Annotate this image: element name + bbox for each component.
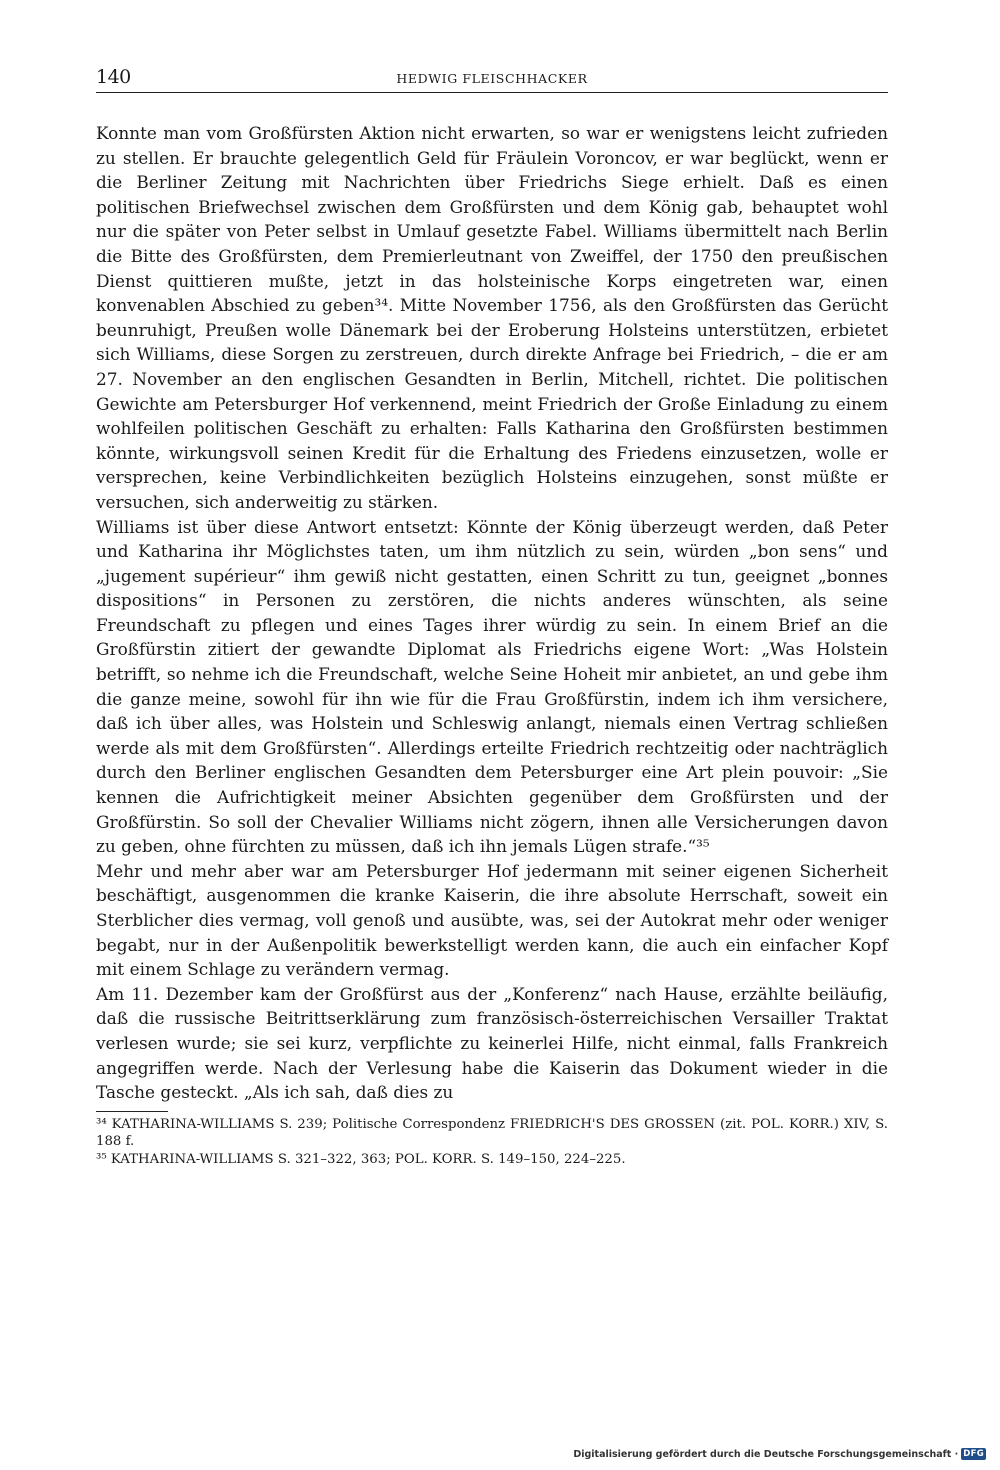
- paragraph: Am 11. Dezember kam der Großfürst aus der „Konferenz“ nach Hause, erzählte beiläufig, daß die russische Beitrittserklärung zum französisch-österreichischen Versailler Traktat verlesen wurde; sie sei kurz, verpflichte zu keinerlei Hilfe, nicht einmal, falls Frankreich angegriffen werde. Nach der Verlesung habe die Kaiserin das Dokument wieder in die Tasche gesteckt. „Als ich sah, daß dies zu: [96, 983, 888, 1103]
- page-number: 140: [96, 66, 131, 88]
- footnote: ³⁴ KATHARINA-WILLIAMS S. 239; Politische Correspondenz FRIEDRICH'S DES GROSSEN (zit. POL. KORR.) XIV, S. 188 f.: [96, 1116, 888, 1150]
- main-text: [96, 121, 888, 1105]
- footnote: ³⁵ KATHARINA-WILLIAMS S. 321–322, 363; POL. KORR. S. 149–150, 224–225.: [96, 1151, 626, 1167]
- paragraph: Mehr und mehr aber war am Petersburger Hof jedermann mit seiner eigenen Sicherheit beschäftigt, ausgenommen die kranke Kaiserin, die ihre absolute Herrschaft, soweit ein Sterblicher dies vermag, voll genoß und ausübte, was, sei der Autokrat mehr oder weniger begabt, nur in der Außenpolitik bewerkstelligt werden kann, die auch ein einfacher Kopf mit einem Schlage zu verändern vermag.: [96, 860, 888, 980]
- dfg-logo-icon: DFG: [963, 1449, 984, 1459]
- digitization-footer: [573, 1448, 986, 1460]
- page-header: [96, 62, 888, 93]
- paragraph: Konnte man vom Großfürsten Aktion nicht erwarten, so war er wenigstens leicht zufrieden zu stellen. Er brauchte gelegentlich Geld für Fräulein Voroncov, er war beglückt, wenn er die Berliner Zeitung mit Nachrichten über Friedrichs Siege erhielt. Daß es einen politischen Briefwechsel zwischen dem Großfürsten und dem König gab, behauptet wohl nur die später von Peter selbst in Umlauf gesetzte Fabel. Williams übermittelt nach Berlin die Bitte des Großfürsten, dem Premierleutnant von Zweiffel, der 1750 den preußischen Dienst quittieren mußte, jetzt in das holsteinische Korps eingetreten war, einen konvenablen Abschied zu geben³⁴. Mitte November 1756, als den Großfürsten das Gerücht beunruhigt, Preußen wolle Dänemark bei der Eroberung Holsteins unterstützen, erbietet sich Williams, diese Sorgen zu zerstreuen, durch direkte Anfrage bei Friedrich, – die er am 27. November an den englischen Gesandten in Berlin, Mitchell, richtet. Die politischen Gewichte am Petersburger Hof verkennend, meint Friedrich der Große Einladung zu einem wohlfeilen politischen Geschäft zu erhalten: Falls Katharina den Großfürsten bestimmen könnte, wirkungsvoll seinen Kredit für die Erhaltung des Friedens einzusetzen, wolle er versprechen, keine Verbindlichkeiten bezüglich Holsteins einzugehen, sonst müßte er versuchen, sich anderweitig zu stärken.: [96, 123, 888, 512]
- footer-text: Digitalisierung gefördert durch die Deutsche Forschungsgemeinschaft ·: [573, 1448, 959, 1460]
- footnote-divider: [96, 1111, 168, 1112]
- footnotes: [96, 1116, 888, 1168]
- document-page: [96, 62, 888, 1168]
- running-head: HEDWIG FLEISCHHACKER: [396, 71, 588, 86]
- paragraph: Williams ist über diese Antwort entsetzt: Könnte der König überzeugt werden, daß Peter und Katharina ihr Möglichstes taten, um ihm nützlich zu sein, würden „bon sens“ und „jugement supérieur“ ihm gewiß nicht gestatten, einen Schritt zu tun, geeignet „bonnes dispositions“ in Personen zu zerstören, die nichts anderes wünschten, als seine Freundschaft zu pflegen und eines Tages ihrer würdig zu sein. In einem Brief an die Großfürstin zitiert der gewandte Diplomat als Friedrichs eigene Wort: „Was Holstein betrifft, so nehme ich die Freundschaft, welche Seine Hoheit mir anbietet, an und gebe ihm die ganze meine, sowohl für ihn wie für die Frau Großfürstin, indem ich ihm versichere, daß ich über alles, was Holstein und Schleswig anlangt, niemals einen Vertrag schließen werde als mit dem Großfürsten“. Allerdings erteilte Friedrich rechtzeitig oder nachträglich durch den Berliner englischen Gesandten dem Petersburger eine Art plein pouvoir: „Sie kennen die Aufrichtigkeit meiner Absichten gegenüber dem Großfürsten und der Großfürstin. So soll der Chevalier Williams nicht zögern, ihnen alle Versicherungen davon zu geben, ohne fürchten zu müssen, daß ich ihn jemals Lügen strafe.“³⁵: [96, 516, 888, 857]
